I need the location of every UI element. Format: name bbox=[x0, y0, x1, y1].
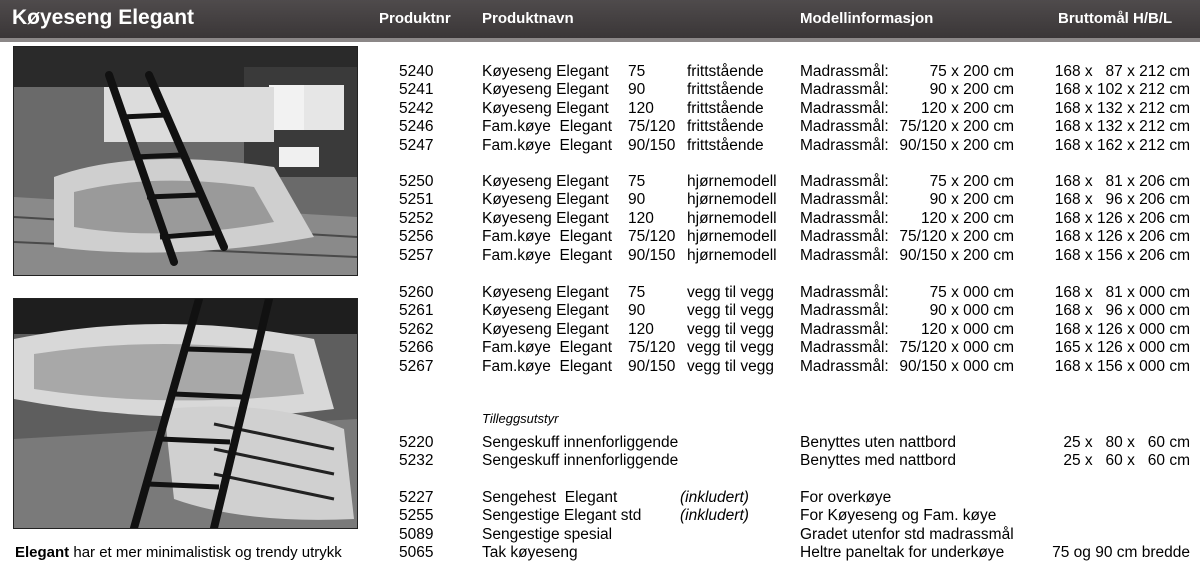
page-title: Køyeseng Elegant bbox=[12, 6, 195, 29]
product-variant: frittstående bbox=[687, 63, 764, 80]
product-size: 75/120 bbox=[628, 228, 676, 246]
product-variant: vegg til vegg bbox=[687, 320, 775, 338]
mattress-label: Madrassmål: bbox=[800, 81, 889, 99]
accessory-note: (inkludert) bbox=[680, 489, 749, 506]
product-variant: frittstående bbox=[687, 81, 764, 99]
accessory-dimensions: 25 x 80 x 60 cm bbox=[1063, 434, 1190, 451]
product-size: 75 bbox=[628, 284, 646, 301]
product-size: 120 bbox=[628, 99, 654, 117]
product-size: 90/150 bbox=[628, 246, 676, 264]
product-size: 120 bbox=[628, 209, 654, 227]
product-size: 90 bbox=[628, 81, 646, 99]
product-name: Køyeseng Elegant bbox=[482, 81, 609, 99]
accessory-info: For Køyeseng og Fam. køye bbox=[800, 507, 997, 525]
product-variant: vegg til vegg bbox=[687, 302, 775, 320]
accessory-number: 5220 bbox=[399, 434, 434, 451]
accessory-dimensions: 25 x 60 x 60 cm bbox=[1063, 452, 1190, 470]
product-number: 5241 bbox=[399, 81, 434, 99]
product-number: 5256 bbox=[399, 228, 434, 246]
mattress-size: 90 x 000 cm bbox=[929, 302, 1014, 320]
product-number: 5242 bbox=[399, 99, 434, 117]
gross-dimensions: 165 x 126 x 000 cm bbox=[1054, 339, 1190, 357]
product-name: Køyeseng Elegant bbox=[482, 320, 609, 338]
mattress-label: Madrassmål: bbox=[800, 173, 889, 190]
product-variant: hjørnemodell bbox=[687, 173, 777, 190]
gross-dimensions: 168 x 132 x 212 cm bbox=[1054, 118, 1190, 136]
product-number: 5250 bbox=[399, 173, 434, 190]
product-size: 75 bbox=[628, 63, 646, 80]
accessory-info: Benyttes uten nattbord bbox=[800, 434, 956, 451]
mattress-label: Madrassmål: bbox=[800, 63, 889, 80]
product-name: Køyeseng Elegant bbox=[482, 302, 609, 320]
mattress-label: Madrassmål: bbox=[800, 99, 889, 117]
accessory-name: Tak køyeseng bbox=[482, 544, 578, 562]
col-header-produktnavn: Produktnavn bbox=[482, 10, 574, 27]
product-size: 120 bbox=[628, 320, 654, 338]
accessory-number: 5232 bbox=[399, 452, 434, 470]
col-header-produktnr: Produktnr bbox=[379, 10, 451, 27]
product-name: Fam.køye Elegant bbox=[482, 118, 613, 136]
gross-dimensions: 168 x 96 x 206 cm bbox=[1054, 191, 1190, 209]
gross-dimensions: 168 x 132 x 212 cm bbox=[1054, 99, 1190, 117]
product-variant: vegg til vegg bbox=[687, 339, 775, 357]
mattress-size: 90/150 x 000 cm bbox=[899, 357, 1014, 375]
gross-dimensions: 168 x 126 x 000 cm bbox=[1054, 320, 1190, 338]
product-size: 75 bbox=[628, 173, 646, 190]
accessory-info: Heltre paneltak for underkøye bbox=[800, 544, 1005, 562]
mattress-size: 75/120 x 200 cm bbox=[899, 228, 1014, 246]
mattress-label: Madrassmål: bbox=[800, 209, 889, 227]
accessory-number: 5227 bbox=[399, 489, 434, 506]
product-size: 75/120 bbox=[628, 118, 676, 136]
product-variant: hjørnemodell bbox=[687, 228, 777, 246]
mattress-size: 90/150 x 200 cm bbox=[899, 246, 1014, 264]
accessory-name: Sengestige spesial bbox=[482, 525, 613, 543]
product-variant: frittstående bbox=[687, 118, 764, 136]
product-size: 90 bbox=[628, 302, 646, 320]
mattress-label: Madrassmål: bbox=[800, 320, 889, 338]
gross-dimensions: 168 x 96 x 000 cm bbox=[1054, 302, 1190, 320]
product-variant: hjørnemodell bbox=[687, 246, 777, 264]
mattress-label: Madrassmål: bbox=[800, 284, 889, 301]
caption-bold: Elegant bbox=[15, 544, 70, 561]
product-variant: vegg til vegg bbox=[687, 284, 775, 301]
mattress-size: 120 x 000 cm bbox=[920, 320, 1014, 338]
gross-dimensions: 168 x 126 x 206 cm bbox=[1054, 228, 1190, 246]
product-size: 90 bbox=[628, 191, 646, 209]
product-number: 5262 bbox=[399, 320, 434, 338]
product-name: Køyeseng Elegant bbox=[482, 191, 609, 209]
col-header-modellinfo: Modellinformasjon bbox=[800, 10, 934, 27]
product-number: 5267 bbox=[399, 357, 434, 375]
mattress-label: Madrassmål: bbox=[800, 136, 889, 154]
mattress-size: 120 x 200 cm bbox=[920, 99, 1014, 117]
accessory-number: 5089 bbox=[399, 525, 434, 543]
mattress-size: 75 x 000 cm bbox=[929, 284, 1014, 301]
product-variant: frittstående bbox=[687, 99, 764, 117]
mattress-label: Madrassmål: bbox=[800, 302, 889, 320]
product-name: Køyeseng Elegant bbox=[482, 63, 609, 80]
product-name: Køyeseng Elegant bbox=[482, 209, 609, 227]
mattress-size: 90/150 x 200 cm bbox=[899, 136, 1014, 154]
accessory-number: 5255 bbox=[399, 507, 434, 525]
accessory-info: Gradet utenfor std madrassmål bbox=[800, 525, 1014, 543]
accessory-name: Sengestige Elegant std bbox=[482, 507, 642, 525]
product-number: 5257 bbox=[399, 246, 434, 264]
product-number: 5240 bbox=[399, 63, 434, 80]
product-variant: vegg til vegg bbox=[687, 357, 775, 375]
mattress-label: Madrassmål: bbox=[800, 228, 889, 246]
bed-photo-top bbox=[13, 46, 358, 276]
mattress-label: Madrassmål: bbox=[800, 357, 889, 375]
accessory-name: Sengeskuff innenforliggende bbox=[482, 452, 679, 470]
accessory-number: 5065 bbox=[399, 544, 434, 562]
accessory-name: Sengehest Elegant bbox=[482, 489, 618, 506]
product-name: Fam.køye Elegant bbox=[482, 339, 613, 357]
gross-dimensions: 168 x 156 x 206 cm bbox=[1054, 246, 1190, 264]
gross-dimensions: 168 x 162 x 212 cm bbox=[1054, 136, 1190, 154]
product-size: 90/150 bbox=[628, 136, 676, 154]
product-name: Fam.køye Elegant bbox=[482, 136, 613, 154]
product-number: 5261 bbox=[399, 302, 434, 320]
mattress-label: Madrassmål: bbox=[800, 118, 889, 136]
mattress-size: 90 x 200 cm bbox=[929, 81, 1014, 99]
accessory-note: (inkludert) bbox=[680, 507, 749, 525]
product-name: Fam.køye Elegant bbox=[482, 228, 613, 246]
mattress-size: 75 x 200 cm bbox=[929, 173, 1014, 190]
product-number: 5252 bbox=[399, 209, 434, 227]
header-bar bbox=[0, 0, 1200, 42]
product-number: 5246 bbox=[399, 118, 434, 136]
product-number: 5251 bbox=[399, 191, 434, 209]
product-name: Køyeseng Elegant bbox=[482, 284, 609, 301]
mattress-size: 75 x 200 cm bbox=[929, 63, 1014, 80]
accessory-dimensions: 75 og 90 cm bredde bbox=[1052, 544, 1190, 562]
product-size: 75/120 bbox=[628, 339, 676, 357]
accessories-title: Tilleggsutstyr bbox=[482, 411, 559, 426]
product-number: 5247 bbox=[399, 136, 434, 154]
product-name: Køyeseng Elegant bbox=[482, 99, 609, 117]
product-variant: hjørnemodell bbox=[687, 191, 777, 209]
gross-dimensions: 168 x 102 x 212 cm bbox=[1054, 81, 1190, 99]
product-variant: hjørnemodell bbox=[687, 209, 777, 227]
mattress-size: 120 x 200 cm bbox=[920, 209, 1014, 227]
accessory-info: For overkøye bbox=[800, 489, 892, 506]
gross-dimensions: 168 x 81 x 206 cm bbox=[1054, 173, 1190, 190]
product-name: Fam.køye Elegant bbox=[482, 357, 613, 375]
gross-dimensions: 168 x 126 x 206 cm bbox=[1054, 209, 1190, 227]
product-name: Køyeseng Elegant bbox=[482, 173, 609, 190]
mattress-size: 75/120 x 200 cm bbox=[899, 118, 1014, 136]
mattress-label: Madrassmål: bbox=[800, 246, 889, 264]
mattress-label: Madrassmål: bbox=[800, 339, 889, 357]
mattress-size: 90 x 200 cm bbox=[929, 191, 1014, 209]
accessory-name: Sengeskuff innenforliggende bbox=[482, 434, 679, 451]
product-variant: frittstående bbox=[687, 136, 764, 154]
mattress-label: Madrassmål: bbox=[800, 191, 889, 209]
caption bbox=[15, 544, 342, 561]
gross-dimensions: 168 x 81 x 000 cm bbox=[1054, 284, 1190, 301]
product-number: 5260 bbox=[399, 284, 434, 301]
product-number: 5266 bbox=[399, 339, 434, 357]
gross-dimensions: 168 x 87 x 212 cm bbox=[1054, 63, 1190, 80]
mattress-size: 75/120 x 000 cm bbox=[899, 339, 1014, 357]
product-size: 90/150 bbox=[628, 357, 676, 375]
gross-dimensions: 168 x 156 x 000 cm bbox=[1054, 357, 1190, 375]
accessory-info: Benyttes med nattbord bbox=[800, 452, 956, 470]
bed-photo-bottom bbox=[13, 298, 358, 529]
col-header-brutto: Bruttomål H/B/L bbox=[1058, 10, 1173, 27]
caption-text: har et mer minimalistisk og trendy utrykk bbox=[69, 544, 342, 561]
product-name: Fam.køye Elegant bbox=[482, 246, 613, 264]
